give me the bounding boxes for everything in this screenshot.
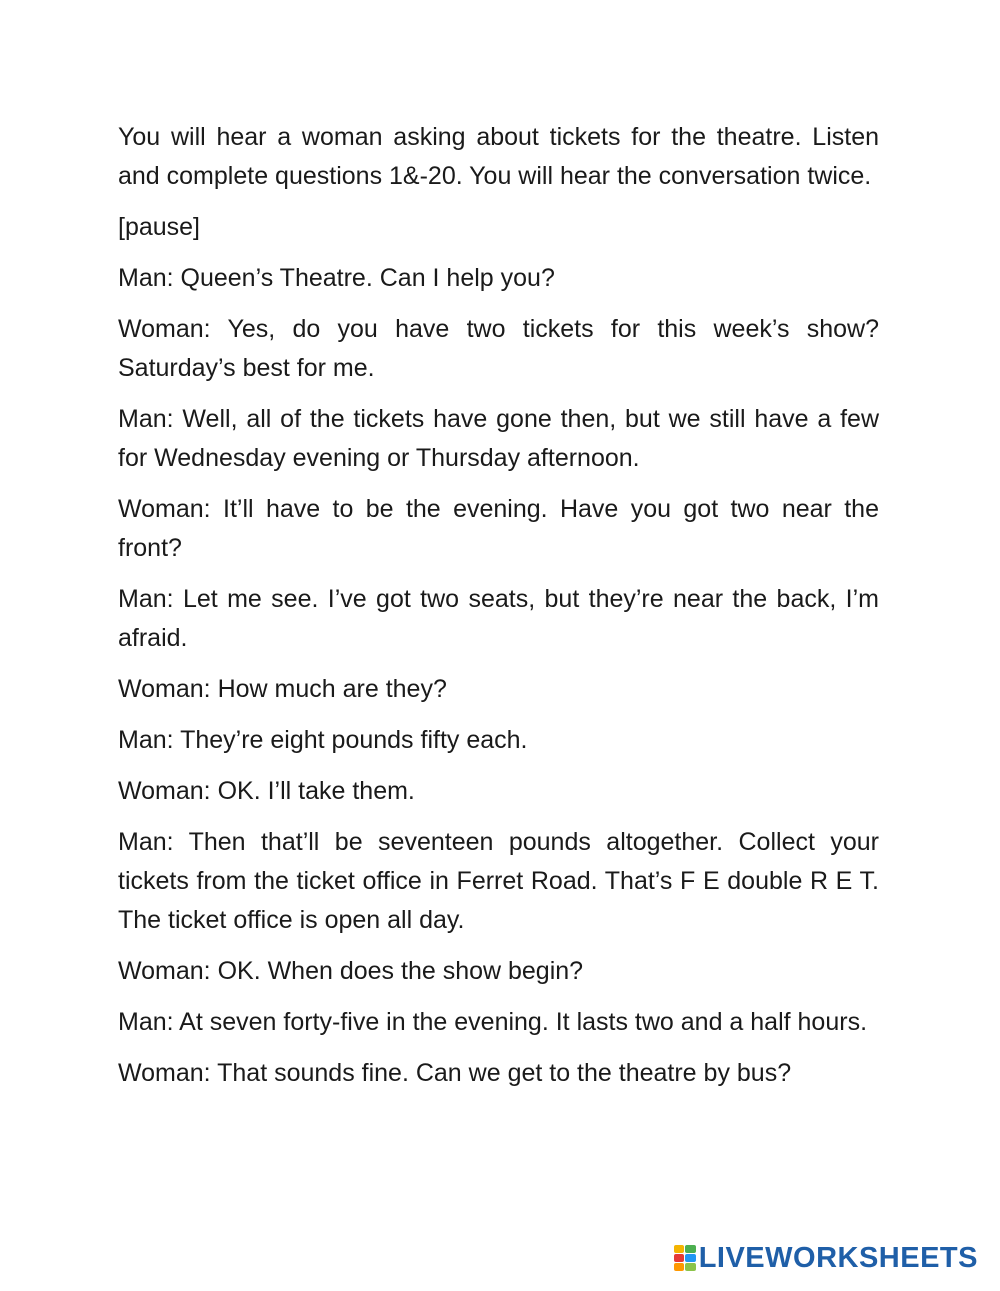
dialogue-line: Man: They’re eight pounds fifty each. xyxy=(118,726,528,754)
dialogue-line: Man: Then that’ll be seventeen pounds altogether. Collect your tickets from the ticket office in Ferret Road. That’s F E double R E T. The ticket office is open all day. xyxy=(118,828,879,934)
logo-block xyxy=(674,1245,685,1253)
logo-block xyxy=(685,1245,696,1253)
instructions-paragraph: You will hear a woman asking about tickets for the theatre. Listen and complete questions 1&-20. You will hear the conversation twice. xyxy=(118,123,879,190)
dialogue-line: Woman: Yes, do you have two tickets for this week’s show? Saturday’s best for me. xyxy=(118,315,879,382)
dialogue-line: Man: Let me see. I’ve got two seats, but they’re near the back, I’m afraid. xyxy=(118,585,879,652)
dialogue-line: Woman: It’ll have to be the evening. Have you got two near the front? xyxy=(118,495,879,562)
dialogue-line: Woman: That sounds fine. Can we get to the theatre by bus? xyxy=(118,1059,792,1087)
dialogue-line: Woman: How much are they? xyxy=(118,675,447,703)
logo-block xyxy=(674,1254,685,1262)
logo-block xyxy=(685,1263,696,1271)
logo-block xyxy=(685,1254,696,1262)
transcript-body xyxy=(118,118,879,1105)
logo-block xyxy=(674,1263,685,1271)
logo-blocks-icon xyxy=(674,1245,696,1271)
dialogue-line: Woman: OK. I’ll take them. xyxy=(118,777,415,805)
liveworksheets-logo xyxy=(674,1241,978,1275)
dialogue-line: Man: At seven forty-five in the evening. It lasts two and a half hours. xyxy=(118,1008,868,1036)
logo-text: LIVEWORKSHEETS xyxy=(698,1241,978,1274)
dialogue-line: Man: Well, all of the tickets have gone then, but we still have a few for Wednesday evening or Thursday afternoon. xyxy=(118,405,879,472)
dialogue-line: Woman: OK. When does the show begin? xyxy=(118,957,584,985)
dialogue-line: Man: Queen’s Theatre. Can I help you? xyxy=(118,264,555,292)
pause-marker: [pause] xyxy=(118,213,201,241)
